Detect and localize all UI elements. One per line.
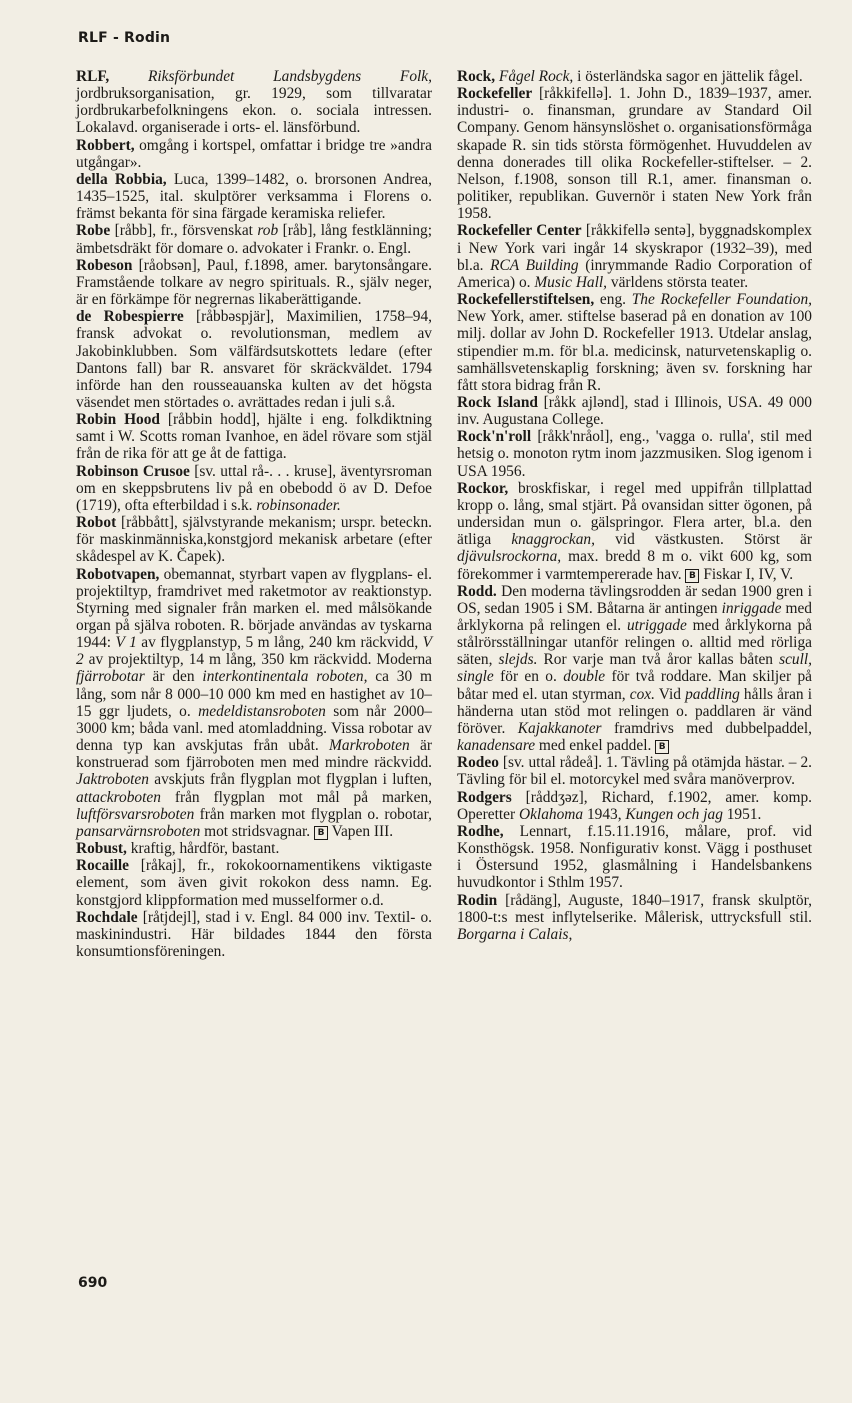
italic-term: Music Hall, [534,273,608,291]
entry-text: eng. [594,291,632,309]
italic-term: Kajakkanoter [517,719,602,737]
entry-text: [råkk ajlənd], stad i Illinois, USA. 49 000 inv. Augustana College. [457,393,812,429]
entry-text: jordbruksorganisation, gr. 1929, som tillvaratar jordbrukarbefolkningens ekon. o. sociala intressen. Lokalavd. organiserade i orts- el. länsförbund. [76,85,432,137]
italic-term: pansarvärnsroboten [76,822,201,840]
dictionary-entry [76,566,432,841]
entry-text: [råbbin hodd], hjälte i eng. folkdiktning samt i W. Scotts roman Ivanhoe, en ädel rövare som stjäl från de rika för att ge åt de fattiga. [76,411,432,463]
entry-headword: Rodd. [457,582,497,600]
entry-headword: Robust, [76,840,127,858]
entry-text: max. bredd 8 m o. vikt 600 kg, som förekommer i varmtempererade hav. [457,548,812,583]
italic-term: V 1 [115,634,137,652]
entry-text: kraftig, hårdför, bastant. [126,840,280,858]
entry-headword: Robotvapen, [76,565,160,583]
entry-headword: Rockefeller Center [457,222,582,240]
entry-text: Den moderna tävlingsrodden är sedan 1900 gren i OS, sedan 1905 i SM. Båtarna är antingen [457,582,812,617]
entry-text: för två roddare. Man skiljer på båtar med el. utan styrman, [457,668,813,703]
italic-term: paddling [685,685,740,703]
entry-headword: Rodgers [457,788,512,806]
entry-text: från marken mot flygplan o. robotar, [194,805,432,823]
italic-term: The Rockefeller Foundation, [631,291,812,309]
dictionary-entry [76,857,432,908]
entry-text: av flygplanstyp, 5 m lång, 240 km räckvidd, [136,634,423,652]
entry-text: 1943, [583,805,626,823]
entry-text: New York, amer. stiftelse baserad på en donation av 100 milj. dollar av John D. Rockefeller 1913. Utdelar anslag, stipendier m.m. för bl.a. medicinsk, naturvetenskaplig o. samhällsvetenskaplig forskning; även sv. forskning har fått stora bidrag från R. [457,308,812,394]
left-column [76,68,432,960]
entry-text: i österländska sagor en jättelik fågel. [573,68,803,85]
italic-term: cox. [629,685,655,703]
entry-text: med enkel paddel. [535,737,656,755]
dictionary-entry [76,514,432,565]
italic-term: Borgarna i Calais, [457,925,573,943]
entry-text: omgång i kortspel, omfattar i bridge tre »andra utgångar». [76,136,432,171]
entry-headword: Robin Hood [76,411,160,429]
dictionary-entry [76,308,432,411]
entry-text: [råkkifellə sentə], byggnadskomplex i New York vari ingår 14 skyskrapor (1932–39), med bl.a. [457,222,812,274]
italic-term: attackroboten [76,788,161,806]
dictionary-entry [457,291,812,394]
dictionary-entry [457,789,812,823]
italic-term: single [457,668,494,686]
entry-text: obemannat, styrbart vapen av flygplans- el. projektiltyp, framdrivet med raketmotor av reaktionstyp. Styrning med signaler från marken el. med målsökande organ på själva roboten. R. började användas av tyskarna 1944: [76,565,432,652]
entry-text: ca 30 m lång, som når 8 000–10 000 km med en hastighet av 10–15 ggr ljudets, o. [76,668,432,720]
entry-text: (inrymmande Radio Corporation of America) o. [457,256,812,291]
entry-text: Fiskar I, IV, V. [699,565,794,583]
dictionary-entry [457,480,812,583]
entry-text: [råbbått], självstyrande mekanism; urspr. beteckn. för maskinmänniska,konstgjord mekanisk arbetare (efter skådespel av K. Čapek). [76,514,432,566]
dictionary-entry [76,463,432,514]
entry-text: [råkaj], fr., rokokoornamentikens viktigaste element, som även givit rokokon dess namn. Eg. konstgjord klippformation med musselformer o.d. [76,857,432,909]
entry-headword: Robe [76,222,111,240]
italic-term: RCA Building [490,256,579,274]
entry-text: är den [144,668,203,686]
italic-term: Riksförbundet Landsbygdens Folk, [147,68,432,85]
entry-headword: Rockefellerstiftelsen, [457,291,595,309]
entry-text: 1951. [722,805,762,823]
entry-text: som når 2000–3000 km; båda vanl. med atomladdning. Vissa robotar av denna typ kan avskjutas från ubåt. [76,702,432,755]
entry-text: [råkkifellə]. 1. John D., 1839–1937, amer. industri- o. finansman, grundare av Standard Oil Company. Genom hänsynslöshet o. organisationsförmåga skapade R. sin tids största förmögenhet. Huvuddelen av denna donerades till olika Rockefeller-stiftelser. – 2. Nelson, f.1908, sonson till R.1, amer. finansman o. politiker, republikan. Guvernör i staten New York från 1958. [457,85,812,223]
dictionary-entry [457,68,812,85]
entry-headword: Robbert, [76,136,135,154]
entry-text: [råddʒəz], Richard, f.1902, amer. komp. Operetter [457,788,812,823]
entry-text: [råb], lång festklänning; ämbetsdräkt för domare o. advokater i Frankr. o. Engl. [76,222,432,257]
italic-term: kanadensare [457,737,536,755]
entry-text: [sv. uttal rådeå]. 1. Tävling på otämjda hästar. – 2. Tävling för bil el. motorcykel med svåra manöverprov. [457,754,812,789]
entry-text: av projektiltyp, 14 m lång, 350 km räckvidd. Moderna [83,651,432,669]
dictionary-entry [457,823,812,892]
entry-text: [råkk'nråol], eng., 'vagga o. rulla', stil med hetsig o. monoton rytm inom jazzmusiken. Slog igenom i USA 1956. [457,428,812,480]
entry-text: mot stridsvagnar. [200,822,314,840]
entry-headword: Rochdale [76,908,138,926]
entry-text: Vapen III. [328,822,394,840]
italic-term: Fågel Rock, [498,68,574,85]
entry-headword: Robeson [76,256,133,274]
dictionary-entry [76,68,432,137]
entry-text: [råtjdejl], stad i v. Engl. 84 000 inv. Textil- o. maskinindustri. Här bildades 1844 den första konsumtionsföreningen. [76,908,432,960]
entry-headword: Rock Island [457,393,538,411]
dictionary-entry [76,222,432,256]
entry-text: med årklykorna på stålrörsställningar utanför relingen o. alltid med rörliga säten, [457,617,813,669]
italic-term: medeldistansroboten [198,702,326,720]
italic-term: utriggade [626,617,687,634]
entry-headword: Rodeo [457,754,499,772]
entry-headword: Rock, [457,68,496,85]
dictionary-entry [76,257,432,308]
running-head: RLF - Rodin [78,30,171,46]
dictionary-entry [457,394,812,428]
italic-term: double [563,668,606,686]
entry-headword: Rock'n'roll [457,428,532,446]
entry-headword: Rodhe, [457,822,504,840]
dictionary-entry [457,754,812,788]
plate-reference-icon: B [685,569,699,583]
entry-text: är konstruerad som fjärroboten men med mindre räckvidd. [76,737,432,772]
dictionary-entry [457,85,812,222]
italic-term: Markroboten [329,737,410,755]
entry-text: [råbb], fr., försvenskat [110,222,258,240]
entry-headword: Rodin [457,891,498,909]
entry-text: avskjuts från flygplan mot flygplan i luften, [148,771,432,789]
entry-text: framdrivs med dubbelpaddel, [601,719,812,737]
dictionary-entry [76,137,432,171]
entry-text: [råbbəspjär], Maximilien, 1758–94, fransk advokat o. revolutionsman, medlem av Jakobinklubben. Som välfärdsutskottets ledare (efter Dantons fall) bar R. ansvaret för skräckväldet. 1794 införde han den rousseauanska kulten av det högsta väsendet men störtades o. avrättades redan i juli s.å. [76,308,432,411]
plate-reference-icon: B [314,826,328,840]
entry-headword: de Robespierre [76,308,184,326]
dictionary-entry [76,411,432,462]
italic-term: V 2 [76,634,433,669]
entry-text: världens största teater. [607,273,749,291]
entry-text: från flygplan mot mål på marken, [160,788,432,806]
dictionary-entry [457,428,812,479]
entry-headword: Robinson Crusoe [76,462,190,480]
entry-text: [rådäng], Auguste, 1840–1917, fransk skulptör, 1800-t:s mest inflytelserike. Målerisk, uttrycksfull stil. [457,891,812,926]
entry-text [109,68,148,85]
entry-headword: Rockor, [457,479,509,497]
italic-term: scull, [779,651,812,669]
italic-term: fjärrobotar [76,668,145,686]
entry-text: med årklykorna på relingen el. [457,599,812,634]
right-column [457,68,812,943]
italic-term: inriggade [721,599,782,617]
entry-text: Luca, 1399–1482, o. brorsonen Andrea, 1435–1525, ital. skulptörer verksamma i Florens o. främst bekanta för sina färgade keramiska reliefer. [76,170,432,223]
dictionary-entry [76,840,432,857]
dictionary-entry [76,171,432,222]
italic-term: djävulsrockorna, [457,548,562,566]
entry-text: Ror varje man två åror kallas båten [537,651,780,669]
italic-term: luftförsvarsroboten [76,805,195,823]
dictionary-entry [457,892,812,943]
dictionary-entry [457,222,812,291]
entry-text: hålls åran i händerna utan stöd mot relingen o. paddlaren är vänd föröver. [457,685,812,737]
dictionary-entry [457,583,812,755]
plate-reference-icon: B [655,740,669,754]
entry-text: broskfiskar, i regel med uppifrån tillplattad kropp o. lång, smal stjärt. På ovansidan sitter ögonen, på undersidan mun o. gälspringor. Flera arter, bl.a. den ätliga [457,479,812,549]
entry-headword: Rocaille [76,857,129,875]
entry-headword: RLF, [76,68,110,85]
italic-term: robinsonader. [256,496,341,514]
entry-text: Vid [654,685,686,703]
entry-headword: Rockefeller [457,85,533,103]
page-number: 690 [78,1275,108,1291]
italic-term: interkontinentala roboten, [202,668,368,686]
entry-text: vid västkusten. Störst är [594,531,812,549]
italic-term: Jaktroboten [76,771,149,789]
italic-term: Oklahoma [518,805,584,823]
italic-term: knaggrockan, [511,531,595,549]
entry-text: [sv. uttal rå-. . . kruse], äventyrsroman om en skeppsbrutens liv på en obebodd ö av D. Defoe (1719), ofta efterbildad i s.k. [76,462,432,514]
dictionary-entry [76,909,432,960]
italic-term: slejds. [498,651,538,669]
entry-headword: Robot [76,514,117,532]
entry-text: Lennart, f.15.11.1916, målare, prof. vid Konsthögsk. 1958. Nonfigurativ konst. Vägg i posthuset i Östersund 1952, glasmålning i Handelsbankens huvudkontor i Sthlm 1957. [457,822,812,892]
entry-text: för en o. [493,668,564,686]
entry-headword: della Robbia, [76,170,167,188]
italic-term: Kungen och jag [625,805,723,823]
italic-term: rob [257,222,279,240]
entry-text: [råobsən], Paul, f.1898, amer. barytonsångare. Framstående tolkare av negro spirituals. R., själv neger, är en förkämpe för negrernas likaberättigande. [76,256,432,309]
